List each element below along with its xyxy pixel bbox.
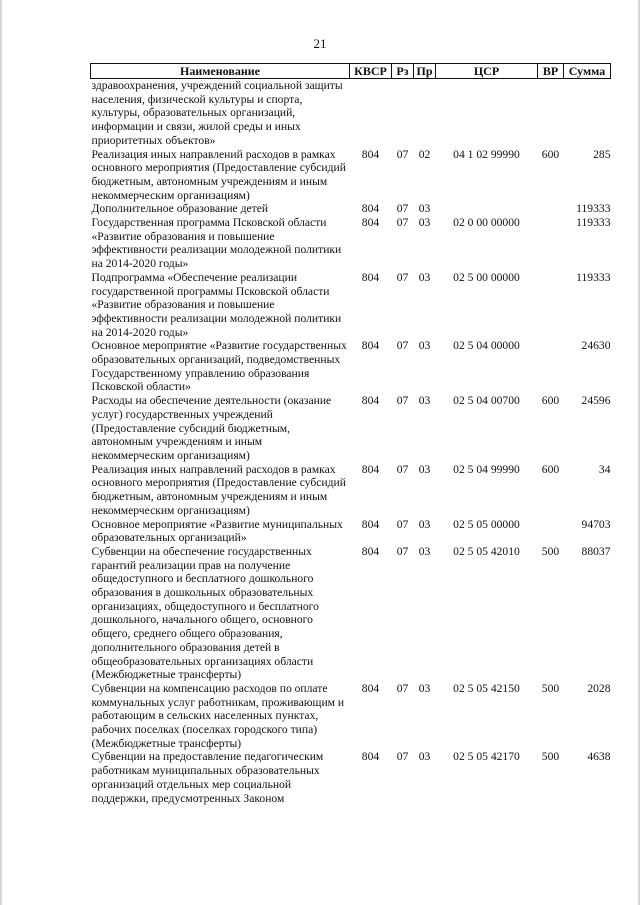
header-pr: Пр: [414, 64, 436, 79]
cell-csr: 02 5 00 00000: [453, 270, 520, 284]
cell-name: Основное мероприятие «Развитие государственных образовательных организаций, подведомственных Государственному управлению образования Псковской области»: [91, 339, 347, 394]
cell-vr: [538, 216, 564, 271]
cell-name: Субвенции на обеспечение государственных гарантий реализации прав на получение общедоступного и бесплатного дошкольного образования в дошкольных образовательных организациях, общедоступного и бесплатного дошкольного, начального общего, основного общего, среднего общего образования, дополнительного образования детей в общеобразовательных организациях области (Межбюджетные трансферты): [91, 544, 319, 682]
cell-name: здравоохранения, учреждений социальной защиты населения, физической культуры и спорта, культуры, образовательных организаций, информации и связи, жилой среды и иных приоритетных объектов»: [91, 79, 343, 147]
cell-kvsr: 804: [361, 681, 380, 695]
cell-name: Государственная программа Псковской области «Развитие образования и повышение эффективности реализации молодежной политики на 2014-2020 годы»: [91, 216, 342, 271]
cell-rz: 07: [396, 517, 409, 531]
header-name: Наименование: [91, 64, 350, 79]
cell-pr: 03: [418, 750, 431, 764]
cell-kvsr: 804: [361, 202, 380, 216]
scan-left-edge: [0, 0, 2, 905]
cell-csr: 02 5 04 99990: [453, 462, 520, 476]
table-header-row: [91, 64, 611, 79]
cell-pr: 03: [418, 544, 431, 558]
cell-csr: 02 5 05 42010: [453, 544, 520, 558]
cell-vr: 500: [541, 544, 560, 558]
cell-kvsr: 804: [361, 462, 380, 476]
cell-csr: 02 5 05 42150: [453, 681, 520, 695]
cell-csr: 02 5 04 00000: [453, 339, 520, 353]
header-vr: ВР: [538, 64, 564, 79]
cell-rz: [392, 79, 414, 148]
cell-name: Реализация иных направлений расходов в рамках основного мероприятия (Предоставление субсидий бюджетным, автономным учреждениям и иным некоммерческим организациям): [91, 147, 346, 202]
table-row: [91, 463, 611, 518]
cell-sum: 119333: [576, 270, 611, 284]
cell-name: Реализация иных направлений расходов в рамках основного мероприятия (Предоставление субсидий бюджетным, автономным учреждениям и иным некоммерческим организациям): [91, 462, 346, 517]
cell-sum: 119333: [576, 216, 611, 230]
table-row: [91, 394, 611, 463]
cell-kvsr: 804: [361, 147, 380, 161]
cell-name: Субвенции на компенсацию расходов по оплате коммунальных услуг работникам, проживающим и работающим в сельских населенных пунктах, рабочих поселках (поселках городского типа) (Межбюджетные трансферты): [91, 681, 345, 750]
table-row: [91, 518, 611, 545]
cell-kvsr: 804: [361, 544, 380, 558]
header-csr: ЦСР: [436, 64, 538, 79]
cell-pr: 03: [418, 394, 431, 408]
cell-name: Дополнительное образование детей: [91, 202, 269, 216]
cell-name: Основное мероприятие «Развитие муниципальных образовательных организаций»: [91, 517, 343, 545]
cell-vr: [538, 271, 564, 340]
page-number: 21: [313, 36, 327, 51]
cell-vr: 500: [541, 681, 560, 695]
cell-name: Подпрограмма «Обеспечение реализации государственной программы Псковской области «Развитие образования и повышение эффективности реализации молодежной политики на 2014-2020 годы»: [91, 270, 342, 339]
cell-pr: 03: [418, 681, 431, 695]
cell-rz: 07: [396, 216, 409, 230]
cell-sum: 88037: [581, 544, 611, 558]
cell-csr: [436, 202, 538, 216]
cell-pr: 03: [418, 462, 431, 476]
table-row: [91, 202, 611, 216]
cell-kvsr: 804: [361, 270, 380, 284]
cell-name: Расходы на обеспечение деятельности (оказание услуг) государственных учреждений (Предоставление субсидий бюджетным, автономным учреждениям и иным некоммерческим организациям): [91, 394, 332, 462]
cell-csr: 04 1 02 99990: [453, 147, 520, 161]
cell-kvsr: 804: [361, 216, 380, 230]
cell-rz: 07: [396, 270, 409, 284]
cell-vr: [538, 79, 564, 148]
cell-sum: 24630: [581, 339, 611, 353]
cell-pr: 03: [418, 216, 431, 230]
cell-rz: 07: [396, 202, 409, 216]
cell-kvsr: 804: [361, 394, 380, 408]
cell-csr: 02 0 00 00000: [453, 216, 520, 230]
cell-vr: 500: [541, 750, 560, 764]
cell-sum: 94703: [581, 517, 611, 531]
table-row: [91, 545, 611, 682]
cell-pr: [414, 79, 436, 148]
table-row: [91, 79, 611, 148]
budget-table: [90, 63, 611, 805]
header-rz: Рз: [392, 64, 414, 79]
header-kvsr: КВСР: [350, 64, 392, 79]
cell-sum: [564, 79, 611, 148]
cell-sum: 119333: [576, 202, 611, 216]
cell-rz: 07: [396, 394, 409, 408]
table-row: [91, 750, 611, 805]
table-row: [91, 216, 611, 271]
cell-vr: [538, 202, 564, 216]
cell-kvsr: 804: [361, 517, 380, 531]
cell-vr: 600: [541, 462, 560, 476]
cell-rz: 07: [396, 750, 409, 764]
cell-sum: 24596: [581, 394, 611, 408]
cell-vr: [538, 518, 564, 545]
cell-pr: 03: [418, 270, 431, 284]
cell-kvsr: 804: [361, 750, 380, 764]
cell-kvsr: 804: [361, 339, 380, 353]
cell-pr: 03: [418, 202, 431, 216]
cell-kvsr: [350, 79, 392, 148]
cell-csr: [436, 79, 538, 148]
cell-pr: 03: [418, 517, 431, 531]
cell-sum: 4638: [587, 750, 611, 764]
table-row: [91, 148, 611, 203]
cell-csr: 02 5 04 00700: [453, 394, 520, 408]
cell-csr: 02 5 05 42170: [453, 750, 520, 764]
cell-rz: 07: [396, 147, 409, 161]
cell-name: Субвенции на предоставление педагогическим работникам муниципальных образовательных организаций отдельных мер социальной поддержки, предусмотренных Законом: [91, 750, 324, 805]
cell-rz: 07: [396, 544, 409, 558]
cell-pr: 03: [418, 339, 431, 353]
cell-rz: 07: [396, 339, 409, 353]
cell-vr: [538, 339, 564, 394]
cell-rz: 07: [396, 462, 409, 476]
cell-sum: 285: [593, 147, 611, 161]
cell-vr: 600: [541, 147, 560, 161]
table-row: [91, 271, 611, 340]
cell-pr: 02: [418, 147, 431, 161]
cell-vr: 600: [541, 394, 560, 408]
cell-sum: 34: [598, 462, 611, 476]
table-row: [91, 339, 611, 394]
cell-rz: 07: [396, 681, 409, 695]
cell-sum: 2028: [587, 681, 611, 695]
header-sum: Сумма: [564, 64, 611, 79]
table-row: [91, 682, 611, 751]
cell-csr: 02 5 05 00000: [453, 517, 520, 531]
